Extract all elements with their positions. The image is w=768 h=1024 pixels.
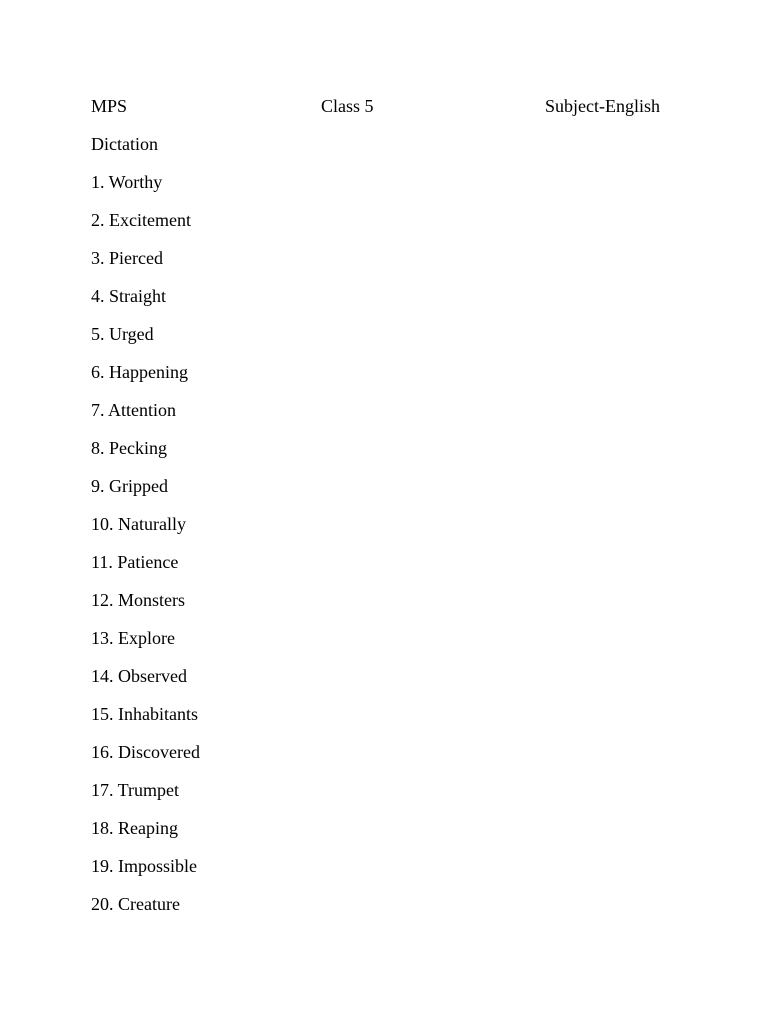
school-name: MPS (91, 96, 128, 116)
list-item: 4. Straight (91, 286, 166, 306)
list-item: 14. Observed (91, 666, 187, 686)
list-item: 12. Monsters (91, 590, 185, 610)
list-item: 16. Discovered (91, 742, 200, 762)
subject-label: Subject-English (545, 96, 660, 116)
list-item: 10. Naturally (91, 514, 186, 534)
list-item: 8. Pecking (91, 438, 167, 458)
list-item: 7. Attention (91, 400, 176, 420)
list-item: 3. Pierced (91, 248, 163, 268)
list-item: 17. Trumpet (91, 780, 180, 800)
list-item: 20. Creature (91, 894, 180, 914)
list-item: 18. Reaping (91, 818, 178, 838)
document-title: Dictation (91, 134, 158, 154)
list-item: 15. Inhabitants (91, 704, 198, 724)
dictation-word-list (91, 170, 200, 930)
list-item: 1. Worthy (91, 172, 163, 192)
list-item: 19. Impossible (91, 856, 197, 876)
list-item: 11. Patience (91, 552, 179, 572)
document-header (0, 94, 768, 118)
class-label: Class 5 (321, 96, 374, 116)
list-item: 2. Excitement (91, 210, 191, 230)
list-item: 9. Gripped (91, 476, 168, 496)
list-item: 13. Explore (91, 628, 175, 648)
list-item: 5. Urged (91, 324, 154, 344)
list-item: 6. Happening (91, 362, 188, 382)
